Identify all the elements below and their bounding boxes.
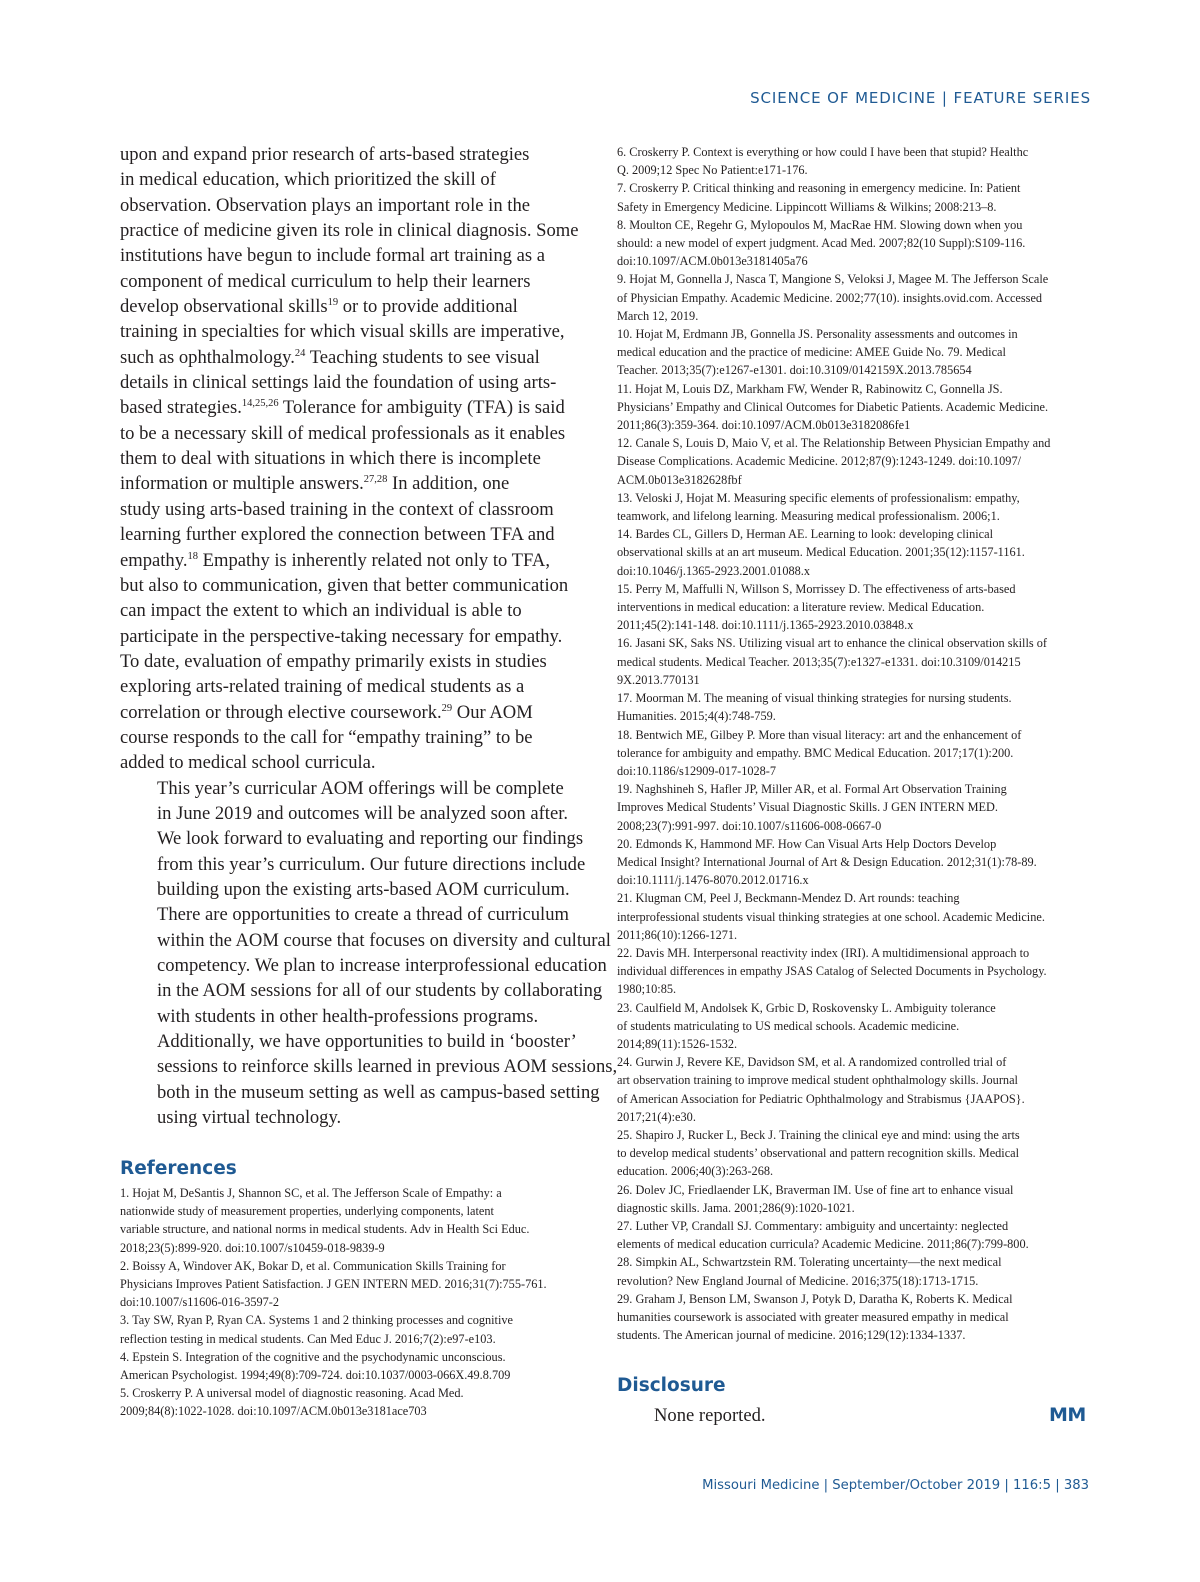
text-line: but also to communication, given that better communication xyxy=(120,574,569,596)
reference-line: reflection testing in medical students. Can Med Educ J. 2016;7(2):e97-e103. xyxy=(120,1331,496,1346)
text-line: exploring arts-related training of medical students as a xyxy=(120,676,525,698)
disclosure-heading: Disclosure xyxy=(617,1375,726,1396)
body-text xyxy=(120,142,618,1130)
page-footer: Missouri Medicine | September/October 2019 | 116:5 | 383 xyxy=(702,1478,1089,1493)
reference-line: 24. Gurwin J, Revere KE, Davidson SM, et al. A randomized controlled trial of xyxy=(617,1055,1007,1070)
text-line: There are opportunities to create a thread of curriculum xyxy=(157,904,569,926)
text-line: sessions to reinforce skills learned in previous AOM sessions, xyxy=(157,1056,618,1078)
reference-line: education. 2006;40(3):263-268. xyxy=(617,1164,774,1179)
citation-superscript: 27,28 xyxy=(363,474,388,486)
reference-line: 1980;10:85. xyxy=(617,982,677,997)
reference-line: 19. Naghshineh S, Hafler JP, Miller AR, et al. Formal Art Observation Training xyxy=(617,782,1007,797)
text-line: using virtual technology. xyxy=(157,1107,342,1129)
reference-item xyxy=(617,634,1093,689)
reference-line: 26. Dolev JC, Friedlaender LK, Braverman IM. Use of fine art to enhance visual xyxy=(617,1182,1014,1197)
reference-line: 2. Boissy A, Windover AK, Bokar D, et al. Communication Skills Training for xyxy=(120,1258,506,1273)
reference-line: 7. Croskerry P. Critical thinking and reasoning in emergency medicine. In: Patient xyxy=(617,181,1021,196)
reference-line: 6. Croskerry P. Context is everything or how could I have been that stupid? Healthc xyxy=(617,145,1029,159)
reference-line: 8. Moulton CE, Regehr G, Mylopoulos M, MacRae HM. Slowing down when you xyxy=(617,217,1023,232)
text-line: develop observational skills$^{19}$ or to provide additional xyxy=(120,296,518,318)
reference-line: March 12, 2019. xyxy=(617,308,699,323)
reference-line: interprofessional students visual thinking strategies at one school. Academic Medicine. xyxy=(617,909,1045,924)
citation-superscript: 18 xyxy=(187,550,198,562)
references-heading: References xyxy=(120,1158,237,1179)
section-header: SCIENCE OF MEDICINE | FEATURE SERIES xyxy=(750,89,1091,107)
text-line: We look forward to evaluating and reporting our findings xyxy=(157,828,584,850)
citation-superscript: 29 xyxy=(441,702,453,714)
reference-line: of students matriculating to US medical schools. Academic medicine. xyxy=(617,1018,960,1033)
reference-item xyxy=(617,689,1093,725)
text-line: within the AOM course that focuses on diversity and cultural xyxy=(157,929,611,951)
text-line: To date, evaluation of empathy primarily exists in studies xyxy=(120,650,547,672)
reference-line: doi:10.1007/s11606-016-3597-2 xyxy=(120,1295,280,1310)
reference-item xyxy=(617,1217,1093,1253)
reference-line: individual differences in empathy JSAS Catalog of Selected Documents in Psychology. xyxy=(617,964,1047,979)
reference-line: 4. Epstein S. Integration of the cognitive and the psychodynamic unconscious. xyxy=(120,1349,506,1364)
reference-line: 29. Graham J, Benson LM, Swanson J, Potyk D, Daratha K, Roberts K. Medical xyxy=(617,1291,1013,1306)
reference-item xyxy=(617,1253,1093,1289)
reference-line: 1. Hojat M, DeSantis J, Shannon SC, et al. The Jefferson Scale of Empathy: a xyxy=(120,1186,502,1200)
text-line: training in specialties for which visual skills are imperative, xyxy=(120,321,565,343)
text-line: Additionally, we have opportunities to build in ‘booster’ xyxy=(157,1031,577,1053)
reference-line: 12. Canale S, Louis D, Maio V, et al. The Relationship Between Physician Empathy and xyxy=(617,436,1051,451)
text-line: in June 2019 and outcomes will be analyzed soon after. xyxy=(157,802,569,824)
reference-item xyxy=(617,1126,1093,1181)
text-line: correlation or through elective coursework.$^{29}$ Our AOM xyxy=(120,701,533,723)
reference-item xyxy=(617,179,1093,215)
reference-item xyxy=(617,780,1093,835)
reference-line: Medical Insight? International Journal of Art & Design Education. 2012;31(1):78-89. xyxy=(617,854,1037,869)
reference-line: 2011;45(2):141-148. doi:10.1111/j.1365-2923.2010.03848.x xyxy=(617,618,914,633)
reference-line: doi:10.1046/j.1365-2923.2001.01088.x xyxy=(617,563,810,578)
text-line: building upon the existing arts-based AOM curriculum. xyxy=(157,878,570,900)
reference-item xyxy=(120,1184,596,1257)
text-line: both in the museum setting as well as campus-based setting xyxy=(157,1081,600,1103)
reference-item xyxy=(617,380,1093,435)
reference-item xyxy=(617,143,1093,179)
reference-line: tolerance for ambiguity and empathy. BMC Medical Education. 2017;17(1):200. xyxy=(617,745,1014,760)
reference-line: interventions in medical education: a literature review. Medical Education. xyxy=(617,600,985,615)
reference-item xyxy=(617,835,1093,890)
text-line: study using arts-based training in the context of classroom xyxy=(120,498,554,520)
text-line: practice of medicine given its role in clinical diagnosis. Some xyxy=(120,220,579,242)
reference-line: 3. Tay SW, Ryan P, Ryan CA. Systems 1 and 2 thinking processes and cognitive xyxy=(120,1313,514,1328)
reference-line: medical students. Medical Teacher. 2013;35(7):e1327-e1331. doi:10.3109/014215 xyxy=(617,654,1021,669)
reference-line: 11. Hojat M, Louis DZ, Markham FW, Wender R, Rabinowitz C, Gonnella JS. xyxy=(617,381,1003,396)
text-line: institutions have begun to include formal art training as a xyxy=(120,245,545,267)
disclosure-text: None reported. xyxy=(654,1405,766,1426)
reference-item xyxy=(617,325,1093,380)
reference-item xyxy=(120,1348,596,1384)
text-line: based strategies.$^{14,25,26}$ Tolerance for ambiguity (TFA) is said xyxy=(120,397,565,419)
reference-line: of Physician Empathy. Academic Medicine. 2002;77(10). insights.ovid.com. Accessed xyxy=(617,290,1043,305)
reference-line: 27. Luther VP, Crandall SJ. Commentary: ambiguity and uncertainty: neglected xyxy=(617,1218,1009,1233)
citation-superscript: 14,25,26 xyxy=(241,398,279,410)
citation-superscript: 19 xyxy=(327,297,339,309)
reference-item xyxy=(617,889,1093,944)
reference-line: 13. Veloski J, Hojat M. Measuring specific elements of professionalism: empathy, xyxy=(617,490,1020,505)
text-line: to be a necessary skill of medical professionals as it enables xyxy=(120,422,566,444)
reference-line: 14. Bardes CL, Gillers D, Herman AE. Learning to look: developing clinical xyxy=(617,527,993,542)
reference-line: 9X.2013.770131 xyxy=(617,672,700,687)
text-line: upon and expand prior research of arts-based strategies xyxy=(120,144,530,165)
reference-item xyxy=(617,434,1093,489)
reference-item xyxy=(617,270,1093,325)
reference-line: 16. Jasani SK, Saks NS. Utilizing visual art to enhance the clinical observation skills of xyxy=(617,636,1047,651)
text-line: in the AOM sessions for all of our students by collaborating xyxy=(157,980,603,1002)
reference-line: 22. Davis MH. Interpersonal reactivity index (IRI). A multidimensional approach to xyxy=(617,945,1030,960)
reference-line: 2009;84(8):1022-1028. doi:10.1097/ACM.0b013e3181ace703 xyxy=(120,1404,427,1419)
reference-line: should: a new model of expert judgment. Acad Med. 2007;82(10 Suppl):S109-116. xyxy=(617,236,1026,251)
reference-line: 10. Hojat M, Erdmann JB, Gonnella JS. Personality assessments and outcomes in xyxy=(617,327,1018,342)
reference-line: 2008;23(7):991-997. doi:10.1007/s11606-008-0667-0 xyxy=(617,818,882,833)
reference-item xyxy=(617,216,1093,271)
text-line: observation. Observation plays an important role in the xyxy=(120,194,530,216)
text-line: added to medical school curricula. xyxy=(120,752,376,774)
text-line: course responds to the call for “empathy training” to be xyxy=(120,726,533,748)
text-line: them to deal with situations in which there is incomplete xyxy=(120,448,541,470)
missouri-medicine-logo: MM xyxy=(1049,1404,1086,1426)
references-list-left xyxy=(120,1184,596,1421)
text-line: in medical education, which prioritized the skill of xyxy=(120,169,496,191)
reference-line: of American Association for Pediatric Ophthalmology and Strabismus {JAAPOS}. xyxy=(617,1091,1025,1106)
reference-item xyxy=(120,1311,596,1347)
text-line: component of medical curriculum to help their learners xyxy=(120,270,531,292)
reference-line: elements of medical education curricula? Academic Medicine. 2011;86(7):799-800. xyxy=(617,1237,1029,1252)
text-line: can impact the extent to which an individual is able to xyxy=(120,600,522,622)
text-line: details in clinical settings laid the foundation of using arts- xyxy=(120,372,557,394)
reference-line: Humanities. 2015;4(4):748-759. xyxy=(617,709,776,724)
reference-item xyxy=(617,999,1093,1054)
reference-line: Q. 2009;12 Spec No Patient:e171-176. xyxy=(617,163,808,178)
reference-line: humanities coursework is associated with greater measured empathy in medical xyxy=(617,1310,1009,1324)
reference-line: nationwide study of measurement properties, underlying components, latent xyxy=(120,1204,494,1219)
reference-item xyxy=(120,1257,596,1312)
reference-line: Teacher. 2013;35(7):e1267-e1301. doi:10.3109/0142159X.2013.785654 xyxy=(617,363,972,378)
reference-line: revolution? New England Journal of Medicine. 2016;375(18):1713-1715. xyxy=(617,1273,979,1288)
reference-line: 15. Perry M, Maffulli N, Willson S, Morrissey D. The effectiveness of arts-based xyxy=(617,581,1016,596)
text-line: such as ophthalmology.$^{24}$ Teaching students to see visual xyxy=(120,346,540,368)
text-line: competency. We plan to increase interprofessional education xyxy=(157,955,607,976)
reference-line: doi:10.1097/ACM.0b013e3181405a76 xyxy=(617,254,808,269)
reference-line: 2014;89(11):1526-1532. xyxy=(617,1036,738,1051)
reference-line: teamwork, and lifelong learning. Measuring medical professionalism. 2006;1. xyxy=(617,509,1000,524)
text-line: with students in other health-professions programs. xyxy=(157,1005,539,1027)
reference-item xyxy=(617,1053,1093,1126)
reference-line: 17. Moorman M. The meaning of visual thinking strategies for nursing students. xyxy=(617,691,1012,706)
reference-line: art observation training to improve medical student ophthalmology skills. Journal xyxy=(617,1073,1018,1088)
reference-line: 2017;21(4):e30. xyxy=(617,1109,696,1124)
reference-item xyxy=(617,489,1093,525)
text-line: learning further explored the connection between TFA and xyxy=(120,524,555,546)
reference-line: diagnostic skills. Jama. 2001;286(9):1020-1021. xyxy=(617,1200,855,1215)
reference-line: 2018;23(5):899-920. doi:10.1007/s10459-018-9839-9 xyxy=(120,1240,385,1255)
reference-item xyxy=(617,1181,1093,1217)
text-line: This year’s curricular AOM offerings will be complete xyxy=(157,777,564,799)
reference-line: to develop medical students’ observational and pattern recognition skills. Medical xyxy=(617,1146,1020,1161)
text-line: empathy.$^{18}$ Empathy is inherently related not only to TFA, xyxy=(120,549,550,571)
reference-line: medical education and the practice of medicine: AMEE Guide No. 79. Medical xyxy=(617,345,1006,360)
text-line: information or multiple answers.$^{27,28}$ In addition, one xyxy=(120,473,510,495)
reference-item xyxy=(617,580,1093,635)
reference-line: Disease Complications. Academic Medicine. 2012;87(9):1243-1249. doi:10.1097/ xyxy=(617,454,1022,469)
reference-line: Physicians Improves Patient Satisfaction. J GEN INTERN MED. 2016;31(7):755-761. xyxy=(120,1277,547,1292)
reference-item xyxy=(617,1290,1093,1345)
reference-line: 28. Simpkin AL, Schwartzstein RM. Tolerating uncertainty—the next medical xyxy=(617,1255,1002,1270)
reference-item xyxy=(617,944,1093,999)
reference-line: Safety in Emergency Medicine. Lippincott Williams & Wilkins; 2008:213–8. xyxy=(617,199,997,214)
reference-line: 18. Bentwich ME, Gilbey P. More than visual literacy: art and the enhancement of xyxy=(617,727,1022,742)
reference-line: 9. Hojat M, Gonnella J, Nasca T, Mangione S, Veloksi J, Magee M. The Jefferson Scale xyxy=(617,272,1049,287)
body-paragraph-1 xyxy=(120,142,596,776)
reference-line: ACM.0b013e3182628fbf xyxy=(617,472,742,487)
reference-item xyxy=(617,726,1093,781)
reference-line: American Psychologist. 1994;49(8):709-724. doi:10.1037/0003-066X.49.8.709 xyxy=(120,1368,511,1383)
reference-line: 2011;86(10):1266-1271. xyxy=(617,927,738,942)
reference-line: 20. Edmonds K, Hammond MF. How Can Visual Arts Help Doctors Develop xyxy=(617,836,997,851)
reference-line: 2011;86(3):359-364. doi:10.1097/ACM.0b013e3182086fe1 xyxy=(617,418,911,433)
reference-line: 21. Klugman CM, Peel J, Beckmann-Mendez D. Art rounds: teaching xyxy=(617,891,960,906)
reference-item xyxy=(120,1384,596,1420)
reference-line: 23. Caulfield M, Andolsek K, Grbic D, Roskovensky L. Ambiguity tolerance xyxy=(617,1000,996,1015)
reference-line: doi:10.1111/j.1476-8070.2012.01716.x xyxy=(617,873,809,888)
reference-line: variable structure, and national norms in medical students. Adv in Health Sci Educ. xyxy=(120,1222,530,1237)
text-line: participate in the perspective-taking necessary for empathy. xyxy=(120,625,563,647)
references-list-right xyxy=(617,143,1093,1344)
reference-line: 25. Shapiro J, Rucker L, Beck J. Training the clinical eye and mind: using the arts xyxy=(617,1127,1020,1142)
reference-line: Physicians’ Empathy and Clinical Outcomes for Diabetic Patients. Academic Medicine. xyxy=(617,399,1049,414)
reference-line: Improves Medical Students’ Visual Diagnostic Skills. J GEN INTERN MED. xyxy=(617,800,998,815)
body-paragraph-2 xyxy=(120,776,618,1131)
reference-line: students. The American journal of medicine. 2016;129(12):1334-1337. xyxy=(617,1328,966,1343)
reference-line: observational skills at an art museum. Medical Education. 2001;35(12):1157-1161. xyxy=(617,545,1025,560)
reference-item xyxy=(617,525,1093,580)
citation-superscript: 24 xyxy=(294,347,306,359)
reference-line: doi:10.1186/s12909-017-1028-7 xyxy=(617,763,777,778)
text-line: from this year’s curriculum. Our future directions include xyxy=(157,853,586,875)
reference-line: 5. Croskerry P. A universal model of diagnostic reasoning. Acad Med. xyxy=(120,1386,464,1401)
